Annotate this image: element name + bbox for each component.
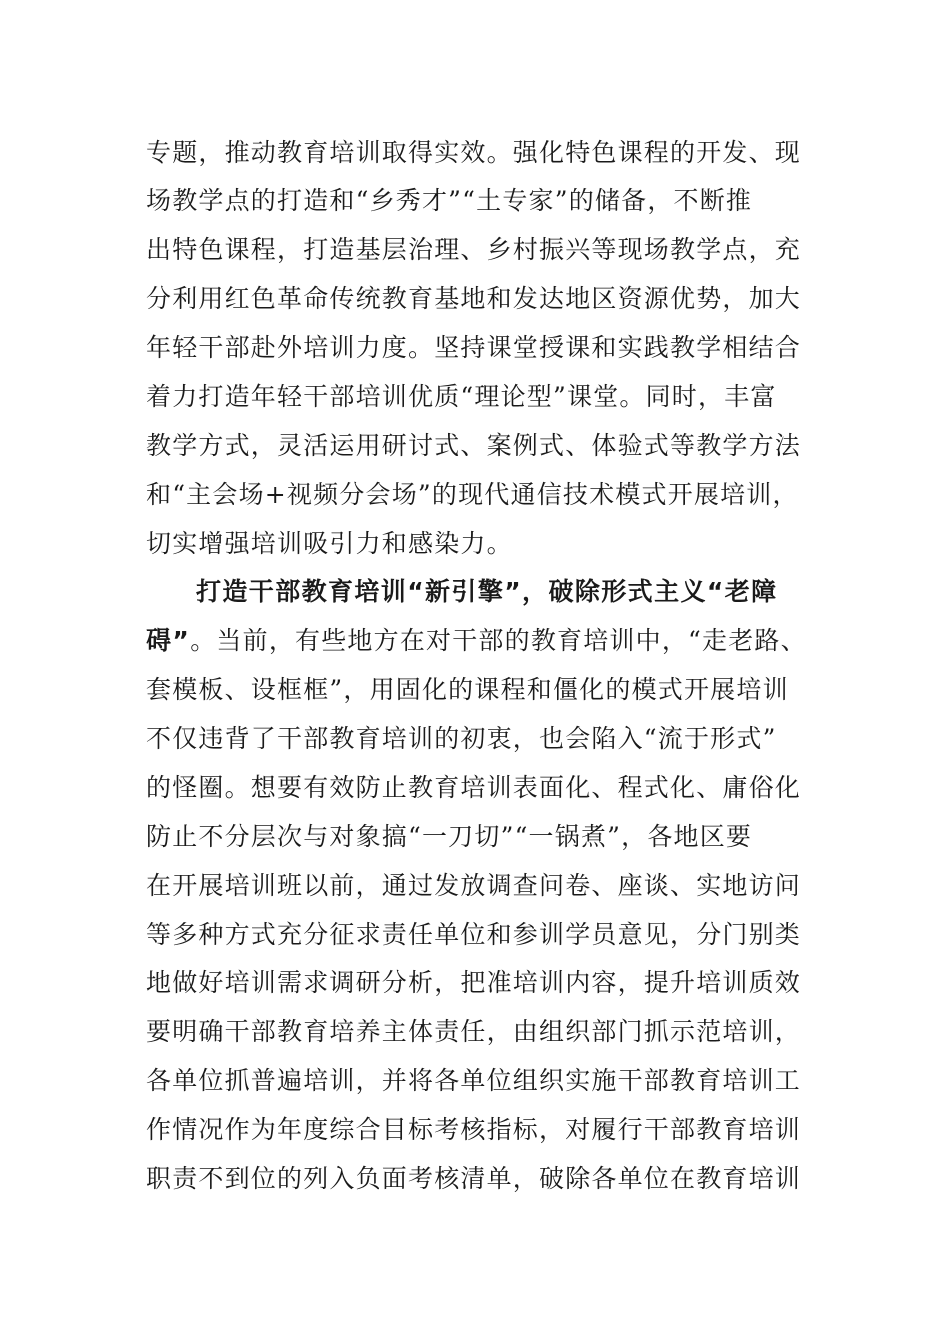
text-line (146, 621, 807, 661)
text-line: 套模板、设框框”，用固化的课程和僵化的模式开展培训 (146, 675, 789, 704)
text-line: 职责不到位的列入负面考核清单，破除各单位在教育培训 (146, 1164, 802, 1193)
section-heading: 打造干部教育培训“新引擎”，破除形式主义“老障 (196, 577, 778, 606)
text-line: 不仅违背了干部教育培训的初衷，也会陷入“流于形式” (146, 724, 777, 753)
text-line: 的怪圈。想要有效防止教育培训表面化、程式化、庸俗化 (146, 773, 802, 802)
text-line: 场教学点的打造和“乡秀才”“土专家”的储备，不断推 (146, 186, 753, 215)
text-line: 各单位抓普遍培训，并将各单位组织实施干部教育培训工 (146, 1066, 802, 1095)
text-line: 和“主会场+视频分会场”的现代通信技术模式开展培训， (146, 480, 799, 509)
text-line: 在开展培训班以前，通过发放调查问卷、座谈、实地访问 (146, 871, 802, 900)
section-heading-end: 碍” (146, 626, 191, 655)
text-line: 地做好培训需求调研分析，把准培训内容，提升培训质效 (146, 968, 802, 997)
text-line-rest: 。当前，有些地方在对干部的教育培训中，“走老路、 (190, 626, 807, 655)
text-line: 年轻干部赴外培训力度。坚持课堂授课和实践教学相结合 (146, 333, 802, 362)
text-line: 切实增强培训吸引力和感染力。 (146, 529, 513, 558)
text-line: 着力打造年轻干部培训优质“理论型”课堂。同时，丰富 (146, 382, 777, 411)
text-line: 要明确干部教育培养主体责任，由组织部门抓示范培训， (146, 1017, 802, 1046)
text-line: 作情况作为年度综合目标考核指标，对履行干部教育培训 (146, 1115, 802, 1144)
text-line: 等多种方式充分征求责任单位和参训学员意见，分门别类 (146, 920, 802, 949)
text-line: 出特色课程，打造基层治理、乡村振兴等现场教学点，充 (146, 235, 802, 264)
text-line: 分利用红色革命传统教育基地和发达地区资源优势，加大 (146, 284, 802, 313)
text-line: 教学方式，灵活运用研讨式、案例式、体验式等教学方法 (146, 431, 802, 460)
text-line: 防止不分层次与对象搞“一刀切”“一锅煮”，各地区要 (146, 822, 753, 851)
text-line: 专题，推动教育培训取得实效。强化特色课程的开发、现 (146, 138, 802, 167)
